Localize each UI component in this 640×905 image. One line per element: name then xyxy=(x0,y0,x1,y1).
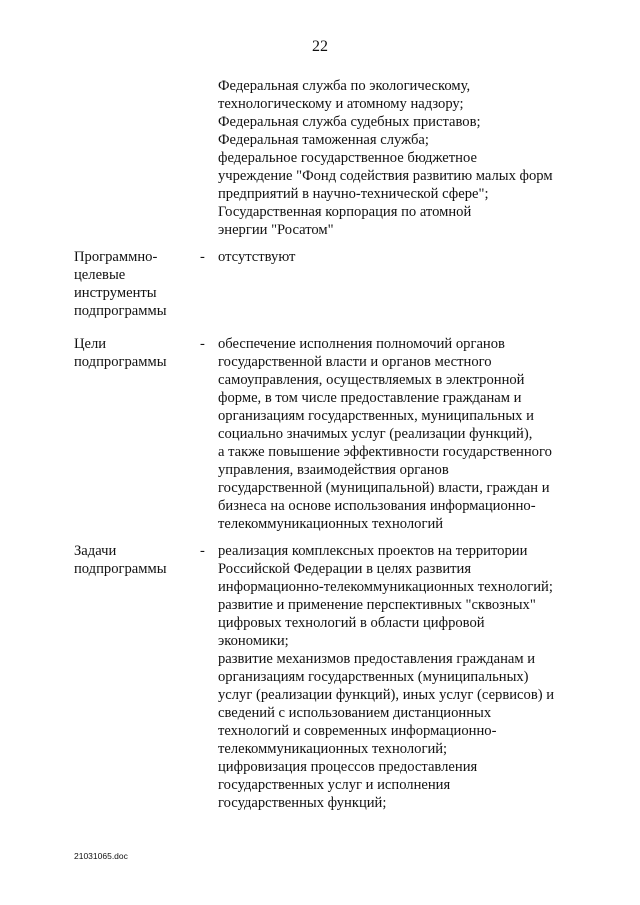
text-line: организациям государственных (муниципальных) xyxy=(218,669,529,685)
text-line: развитие и применение перспективных "сквозных" xyxy=(218,597,536,613)
text-line: услуг (реализации функций), иных услуг (сервисов) и xyxy=(218,687,555,703)
label-line: Цели xyxy=(74,336,107,352)
text-line: бизнеса на основе использования информационно- xyxy=(218,498,536,514)
text-line: а также повышение эффективности государственного xyxy=(218,444,552,460)
text-line: Федеральная служба судебных приставов; xyxy=(218,114,481,130)
text-line: государственной власти и органов местного xyxy=(218,354,492,370)
text-line: форме, в том числе предоставление гражданам и xyxy=(218,390,522,406)
label-line: инструменты xyxy=(74,285,157,301)
text-line: информационно-телекоммуникационных технологий; xyxy=(218,579,553,595)
top-block-text xyxy=(218,77,578,239)
text-line: Федеральная служба по экологическому, xyxy=(218,78,471,94)
text-line: государственных функций; xyxy=(218,795,387,811)
dash-separator: - xyxy=(200,336,205,352)
text-line: цифровизация процессов предоставления xyxy=(218,759,478,775)
label-line: подпрограммы xyxy=(74,561,167,577)
text-line: учреждение "Фонд содействия развитию малых форм xyxy=(218,168,553,184)
section-label xyxy=(74,335,194,371)
text-line: цифровых технологий в области цифровой xyxy=(218,615,485,631)
text-line: государственной (муниципальной) власти, граждан и xyxy=(218,480,550,496)
dash-separator: - xyxy=(200,543,205,559)
label-line: подпрограммы xyxy=(74,354,167,370)
text-line: реализация комплексных проектов на территории xyxy=(218,543,528,559)
text-line: государственных услуг и исполнения xyxy=(218,777,451,793)
section-label xyxy=(74,542,194,578)
text-line: управления, взаимодействия органов xyxy=(218,462,449,478)
text-line: технологий и современных информационно- xyxy=(218,723,497,739)
label-line: подпрограммы xyxy=(74,303,167,319)
section-label xyxy=(74,248,194,320)
text-line: социально значимых услуг (реализации функций), xyxy=(218,426,533,442)
text-line: федеральное государственное бюджетное xyxy=(218,150,477,166)
dash-separator: - xyxy=(200,249,205,265)
document-filename: 21031065.doc xyxy=(74,851,128,861)
text-line: телекоммуникационных технологий; xyxy=(218,741,448,757)
page-number: 22 xyxy=(312,38,328,55)
text-line: энергии "Росатом" xyxy=(218,222,334,238)
text-line: самоуправления, осуществляемых в электронной xyxy=(218,372,525,388)
text-line: обеспечение исполнения полномочий органов xyxy=(218,336,505,352)
text-line: Государственная корпорация по атомной xyxy=(218,204,472,220)
text-line: организациям государственных, муниципальных и xyxy=(218,408,534,424)
label-line: целевые xyxy=(74,267,126,283)
text-line: Российской Федерации в целях развития xyxy=(218,561,472,577)
section-content xyxy=(218,542,578,812)
text-line: Федеральная таможенная служба; xyxy=(218,132,429,148)
label-line: Задачи xyxy=(74,543,117,559)
text-line: телекоммуникационных технологий xyxy=(218,516,444,532)
label-line: Программно- xyxy=(74,249,158,265)
text-line: экономики; xyxy=(218,633,289,649)
text-line: предприятий в научно-технической сфере"; xyxy=(218,186,489,202)
section-content xyxy=(218,248,578,266)
text-line: технологическому и атомному надзору; xyxy=(218,96,464,112)
text-line: отсутствуют xyxy=(218,249,296,265)
section-content xyxy=(218,335,578,533)
text-line: развитие механизмов предоставления гражданам и xyxy=(218,651,536,667)
text-line: сведений с использованием дистанционных xyxy=(218,705,492,721)
